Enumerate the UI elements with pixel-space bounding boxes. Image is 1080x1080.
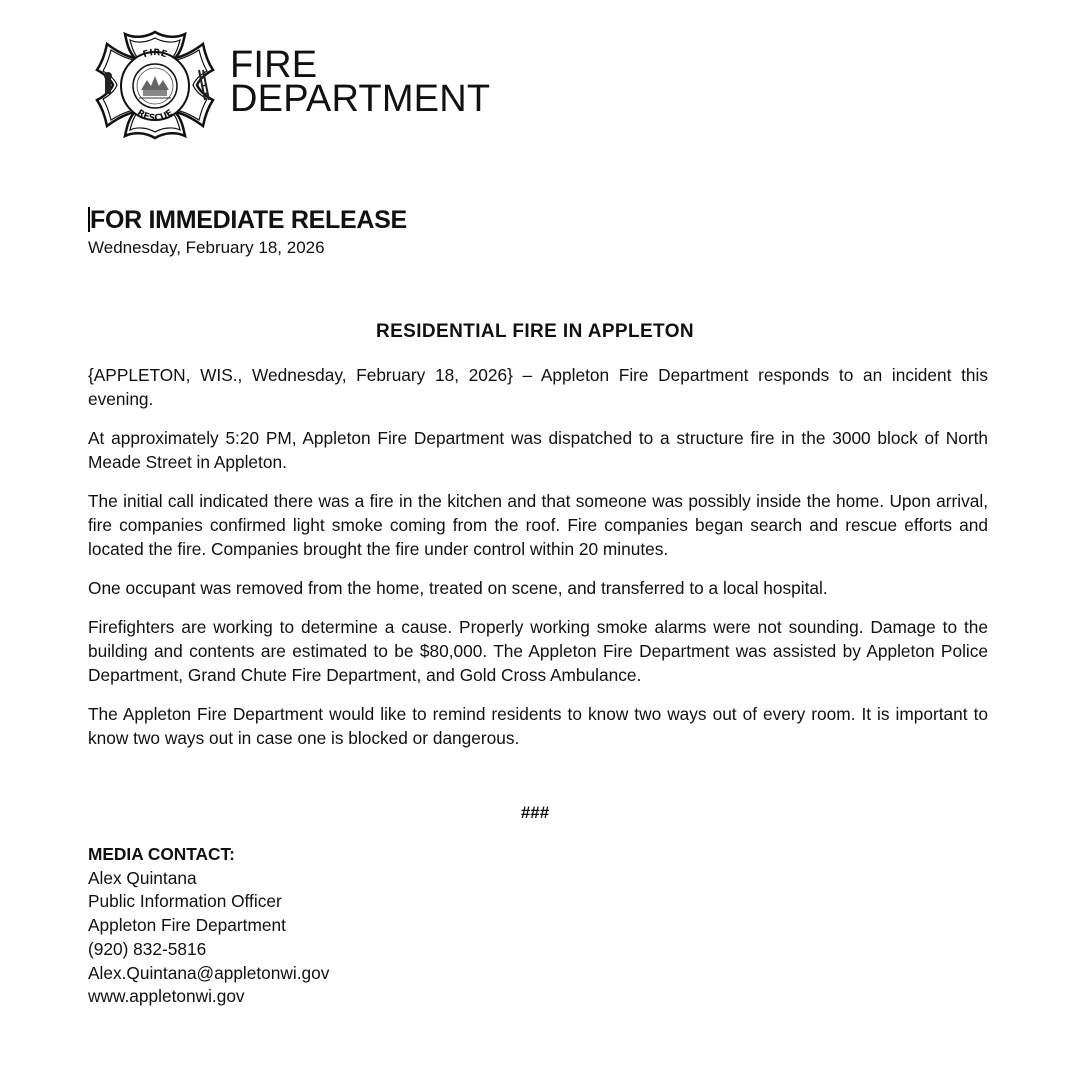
- logo-top-text: FIRE: [141, 47, 169, 61]
- body-paragraph: Firefighters are working to determine a cause. Properly working smoke alarms were not sounding. Damage to the building and contents are estimated to be $80,000. The Appleton Fire Department was assisted by Appleton Police Department, Grand Chute Fire Department, and Gold Cross Ambulance.: [88, 617, 988, 685]
- press-release-body: [88, 363, 988, 765]
- media-contact-label: MEDIA CONTACT:: [88, 844, 235, 864]
- fire-department-logo: [95, 30, 215, 140]
- release-label: FOR IMMEDIATE RELEASE: [90, 206, 407, 234]
- media-contact: [88, 843, 329, 1009]
- contact-website: www.appletonwi.gov: [88, 986, 245, 1007]
- department-name: [230, 44, 491, 120]
- release-heading: [88, 206, 407, 235]
- department-name-line2: DEPARTMENT: [230, 78, 491, 120]
- department-name-line1: FIRE: [230, 44, 318, 86]
- body-paragraph: The initial call indicated there was a fire in the kitchen and that someone was possibly inside the home. Upon arrival, fire companies confirmed light smoke coming from the roof. Fire companies began search and rescue efforts and located the fire. Companies brought the fire under control within 20 minutes.: [88, 491, 988, 559]
- press-release-headline: RESIDENTIAL FIRE IN APPLETON: [375, 321, 695, 342]
- contact-title: Public Information Officer: [88, 891, 282, 912]
- end-separator: ###: [520, 803, 550, 822]
- contact-email: Alex.Quintana@appletonwi.gov: [88, 962, 330, 983]
- body-paragraph: The Appleton Fire Department would like to remind residents to know two ways out of every room. It is important to know two ways out in case one is blocked or dangerous.: [88, 704, 988, 748]
- body-paragraph: One occupant was removed from the home, treated on scene, and transferred to a local hospital.: [88, 578, 828, 598]
- contact-name: Alex Quintana: [88, 867, 197, 888]
- logo-bottom-text: RESCUE: [134, 108, 176, 124]
- contact-organization: Appleton Fire Department: [88, 915, 286, 936]
- body-paragraph: At approximately 5:20 PM, Appleton Fire Department was dispatched to a structure fire in the 3000 block of North Meade Street in Appleton.: [88, 428, 988, 472]
- contact-phone: (920) 832-5816: [88, 938, 207, 959]
- release-date: Wednesday, February 18, 2026: [88, 238, 325, 257]
- body-paragraph: {APPLETON, WIS., Wednesday, February 18, 2026} – Appleton Fire Department responds to an incident this evening.: [88, 365, 988, 409]
- maltese-cross-badge-icon: [95, 30, 215, 140]
